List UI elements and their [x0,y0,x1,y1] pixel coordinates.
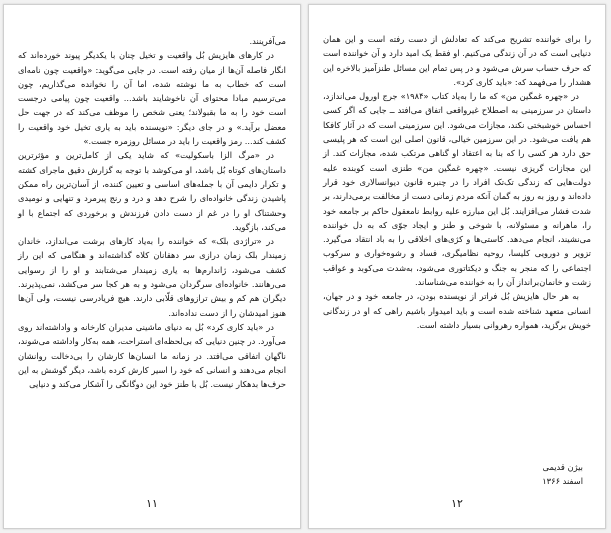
left-paragraph-2: در کارهای هایزیش بُل واقعیت و تخیل چنان با یکدیگر پیوند خورده‌اند که انگار فاصله آن‌ها از میان رفته است. در جایی می‌گوید: «واقعیت چون نامه‌ای است که خطاب به ما نوشته شده، اما آن را نخوانده می‌گذاریم، چون می‌ترسیم مبادا محتوای آن ناخوشایند باشد... واقعیت چون پیامی درجست است خود را به ما بقبولاند؛ یعنی شخص را موظف می‌کند که در جهت حل معضل برآید.» و در جای دیگر: «نویسنده باید به یاری تخیل خود واقعیت را کشف کند... رمز واقعیت را باید در مسائل روزمره جست.» [18,50,286,147]
right-paragraph-1: را برای خواننده تشریح می‌کند که تعادلش از دست رفته است و این همان دنیایی است که در آن زندگی می‌کنیم. او فقط یک امید دارد و آن خواننده است که حرف حساب سرش می‌شود و در پس تمام این مسائل طنزآمیز بالاخره این هشدار را می‌فهمد که: «باید کاری کرد». [323,34,591,87]
right-paragraph-3: به هر حال هایزیش بُل فراتر از نویسنده بودن، در جامعه خود و در جهان، انسانی متعهد شناخته شده است و باید امیدوار باشیم راهی که او در زندگانی خویش برگزید، همواره رهروانی بسیار داشته است. [323,291,591,330]
left-paragraph-4: در «تراژدی بلک» که خواننده را به‌یاد کارهای برشت می‌اندازد، خاندان زمیندار بلک زمان درازی سر دهقانان کلاه گذاشته‌اند و هنگامی که این راز کشف می‌شود، ژاندارم‌ها به یاری زمیندار می‌شتابند و او را از رسوایی می‌رهانند. خانواده‌ای سرگردان می‌شود و به هر کجا سر می‌کشد، نمی‌پذیرند. دیگران هم کم و بیش ترازوهای قلّابی دارند. هیچ فریادرسی نیست، ولی آن‌ها هنوز امیدشان را از دست نداده‌اند. [18,236,286,318]
page-number-left: ۱۱ [146,497,158,510]
signature-date: اسفند ۱۳۶۶ [542,476,583,486]
right-page [308,4,606,529]
left-paragraph-5: در «باید کاری کرد» بُل به دنیای ماشینی مدیران کارخانه و واداشته‌اند روی می‌آورد. در چنین دنیایی که بی‌لحظه‌ای استراحت، همه به‌کار واداشته می‌شوند، ناگهان اتفاقی می‌افتد. در زمانه ما انسان‌ها کارشان را بی‌دخالت روانشان انجام می‌دهند و انسانی که خود را اسیر کارش کرده باشد، دیگر گوشش به این حرف‌ها بدهکار نیست. بُل با طنز خود این دوگانگی را آشکار می‌کند و دنیایی [18,321,286,390]
signature-block [542,460,583,488]
left-paragraph-3: در «مرگ الزا باسکولیت» که شاید یکی از کامل‌ترین و مؤثرترین داستان‌های کوتاه بُل باشد، او می‌کوشد با توجه به گزارش دقیق ماجرای کشته و تکرار دایمی آن با جمله‌های اساسی و تعیین کننده، از آسان‌ترین راه ممکن پاشیدن زندگی خانواده‌ای را شرح دهد و درد و رنج پیرمرد و تنهایی و نومیدی وحشتناک او را در غم از دست دادن فرزندش و برخوردی که اجتماع با او می‌کند، بازگوید. [18,150,286,232]
left-page-body [18,34,286,391]
left-paragraph-1: می‌آفرینند. [249,36,286,46]
right-page-body [323,32,591,332]
page-number-right: ۱۲ [451,497,463,510]
left-page [3,4,301,529]
signature-name: بیژن قدیمی [542,462,583,472]
right-paragraph-2: در «چهره غمگین من» که ما را به‌یاد کتاب «۱۹۸۴» جرج اورول می‌اندازد، داستان در سرزمینی به اصطلاح غیرواقعی اتفاق می‌افتد ــ جایی که اگر کسی احساس خوشبختی نکند، مجازات می‌شود. این سرزمینی است که در آثار کافکا هم یافت می‌شود. در این سرزمین خیالی، قانون اصلی این است که هر پلیسی حق دارد هر کسی را که بنا به اعتقاد او گناهی مرتکب شده، مجازات کند. از این مجازات گریزی نیست. «چهره غمگین من» طنزی است کوبنده علیه دولت‌هایی که زندگی تک‌تک افراد را در چنبره قانون دیوانسالاری خود قرار داده‌اند و روز به روز به گمان آنکه مردم زمانی دست از مخالفت برمی‌دارند، بر شدت فشار می‌افزایند. بُل این مبارزه علیه روابط نامعقول حاکم بر جامعه خود را، ماهرانه و مسئولانه، با شوخی و طنز و ایجاد جوّی که به دل خواننده می‌نشیند، انجام می‌دهد. کاستی‌ها و کژی‌های اخلاقی را به باد انتقاد می‌گیرد. تزویر و دورویی کلیسا، روحیه نظامیگری، فساد و رشوه‌خواری و سرکوب اجتماعی را که منجر به جنگ و دیکتاتوری می‌شود، به‌شدت می‌کوبد و عواقب زشت و خانمان‌برانداز آن را به خواننده می‌شناساند. [323,91,591,288]
